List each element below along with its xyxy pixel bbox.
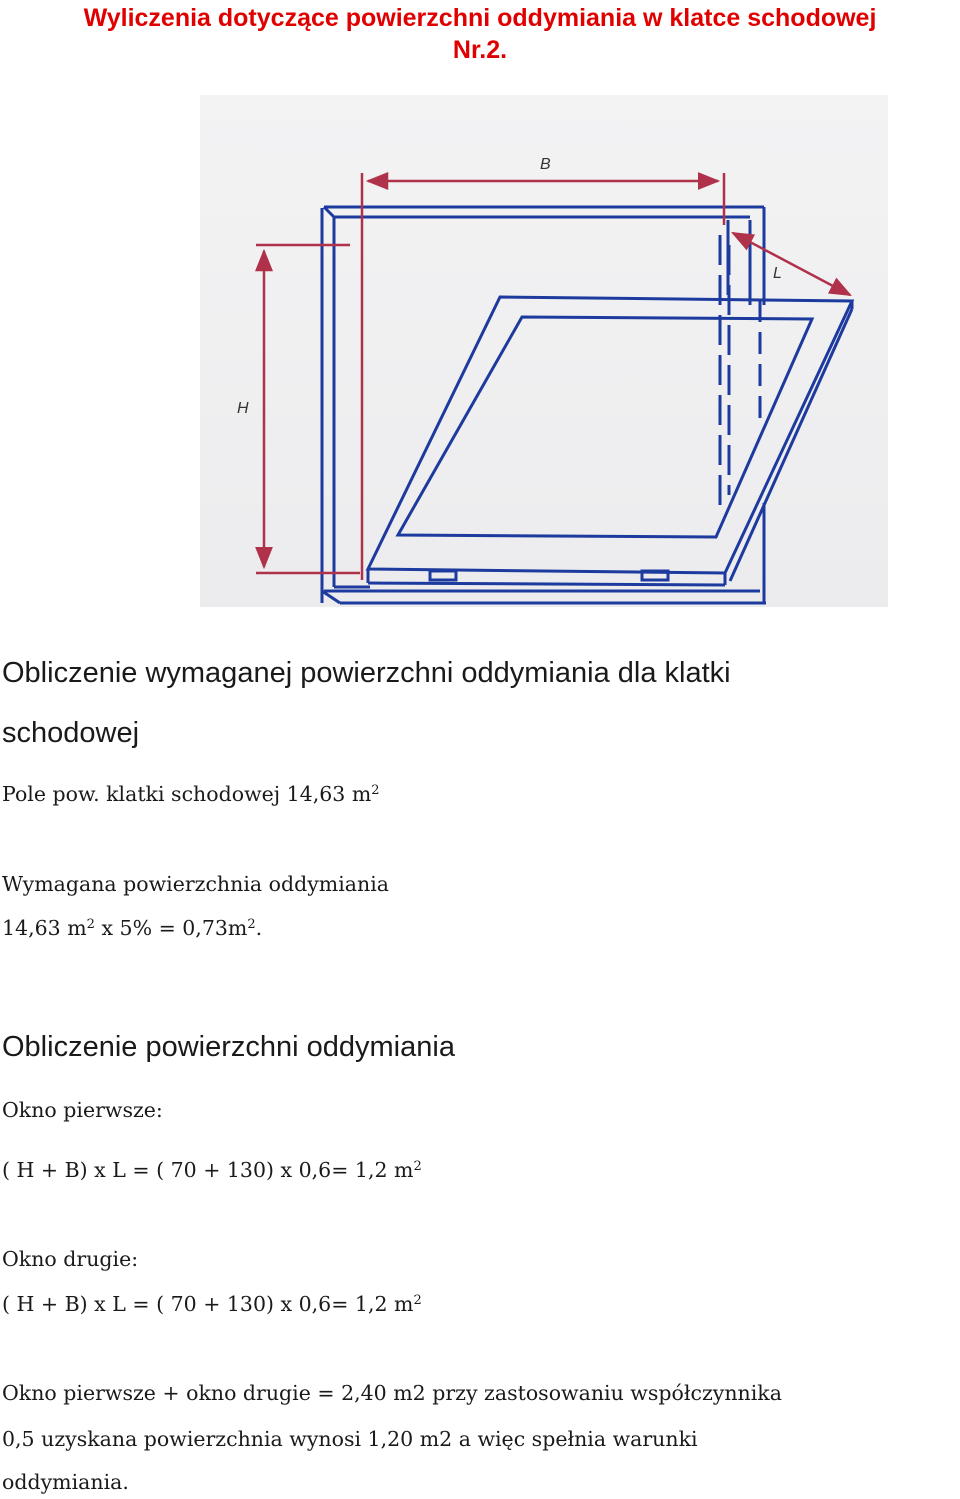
section1-heading-line1: Obliczenie wymaganej powierzchni oddymiania dla klatki bbox=[2, 657, 731, 689]
dimension-label-h: H bbox=[237, 400, 249, 417]
superscript: 2 bbox=[413, 1293, 422, 1308]
summary-line2: 0,5 uzyskana powierzchnia wynosi 1,20 m2 a więc spełnia warunki bbox=[2, 1427, 698, 1451]
window-diagram-svg bbox=[200, 95, 888, 607]
page-title-line1: Wyliczenia dotyczące powierzchni oddymiania w klatce schodowej bbox=[83, 4, 877, 32]
dimension-label-b: B bbox=[540, 156, 551, 173]
required-area-calc bbox=[2, 916, 262, 940]
window2-formula-text: ( H + B) x L = ( 70 + 130) x 0,6= 1,2 m bbox=[2, 1292, 414, 1316]
section1-heading-line2: schodowej bbox=[2, 717, 140, 749]
dimension-label-l: L bbox=[773, 265, 782, 282]
superscript: 2 bbox=[247, 917, 256, 932]
window2-formula bbox=[2, 1292, 422, 1316]
window-diagram bbox=[200, 95, 888, 607]
page-title-line2: Nr.2. bbox=[452, 36, 508, 64]
calc-part-a: 14,63 m bbox=[2, 916, 87, 940]
summary-line3: oddymiania. bbox=[2, 1470, 129, 1494]
window2-label: Okno drugie: bbox=[2, 1247, 139, 1271]
calc-part-b: x 5% = 0,73m bbox=[94, 916, 248, 940]
superscript: 2 bbox=[413, 1159, 422, 1174]
window1-label: Okno pierwsze: bbox=[2, 1098, 163, 1122]
stairwell-area-value: Pole pow. klatki schodowej 14,63 m bbox=[2, 782, 372, 806]
section2-heading: Obliczenie powierzchni oddymiania bbox=[2, 1031, 455, 1063]
window1-formula bbox=[2, 1158, 422, 1182]
window1-formula-text: ( H + B) x L = ( 70 + 130) x 0,6= 1,2 m bbox=[2, 1158, 414, 1182]
required-area-label: Wymagana powierzchnia oddymiania bbox=[2, 872, 389, 896]
summary-line1: Okno pierwsze + okno drugie = 2,40 m2 przy zastosowaniu współczynnika bbox=[2, 1381, 782, 1405]
superscript: 2 bbox=[371, 783, 380, 798]
calc-part-c: . bbox=[255, 916, 263, 940]
stairwell-area-text bbox=[2, 782, 380, 806]
superscript: 2 bbox=[86, 917, 95, 932]
